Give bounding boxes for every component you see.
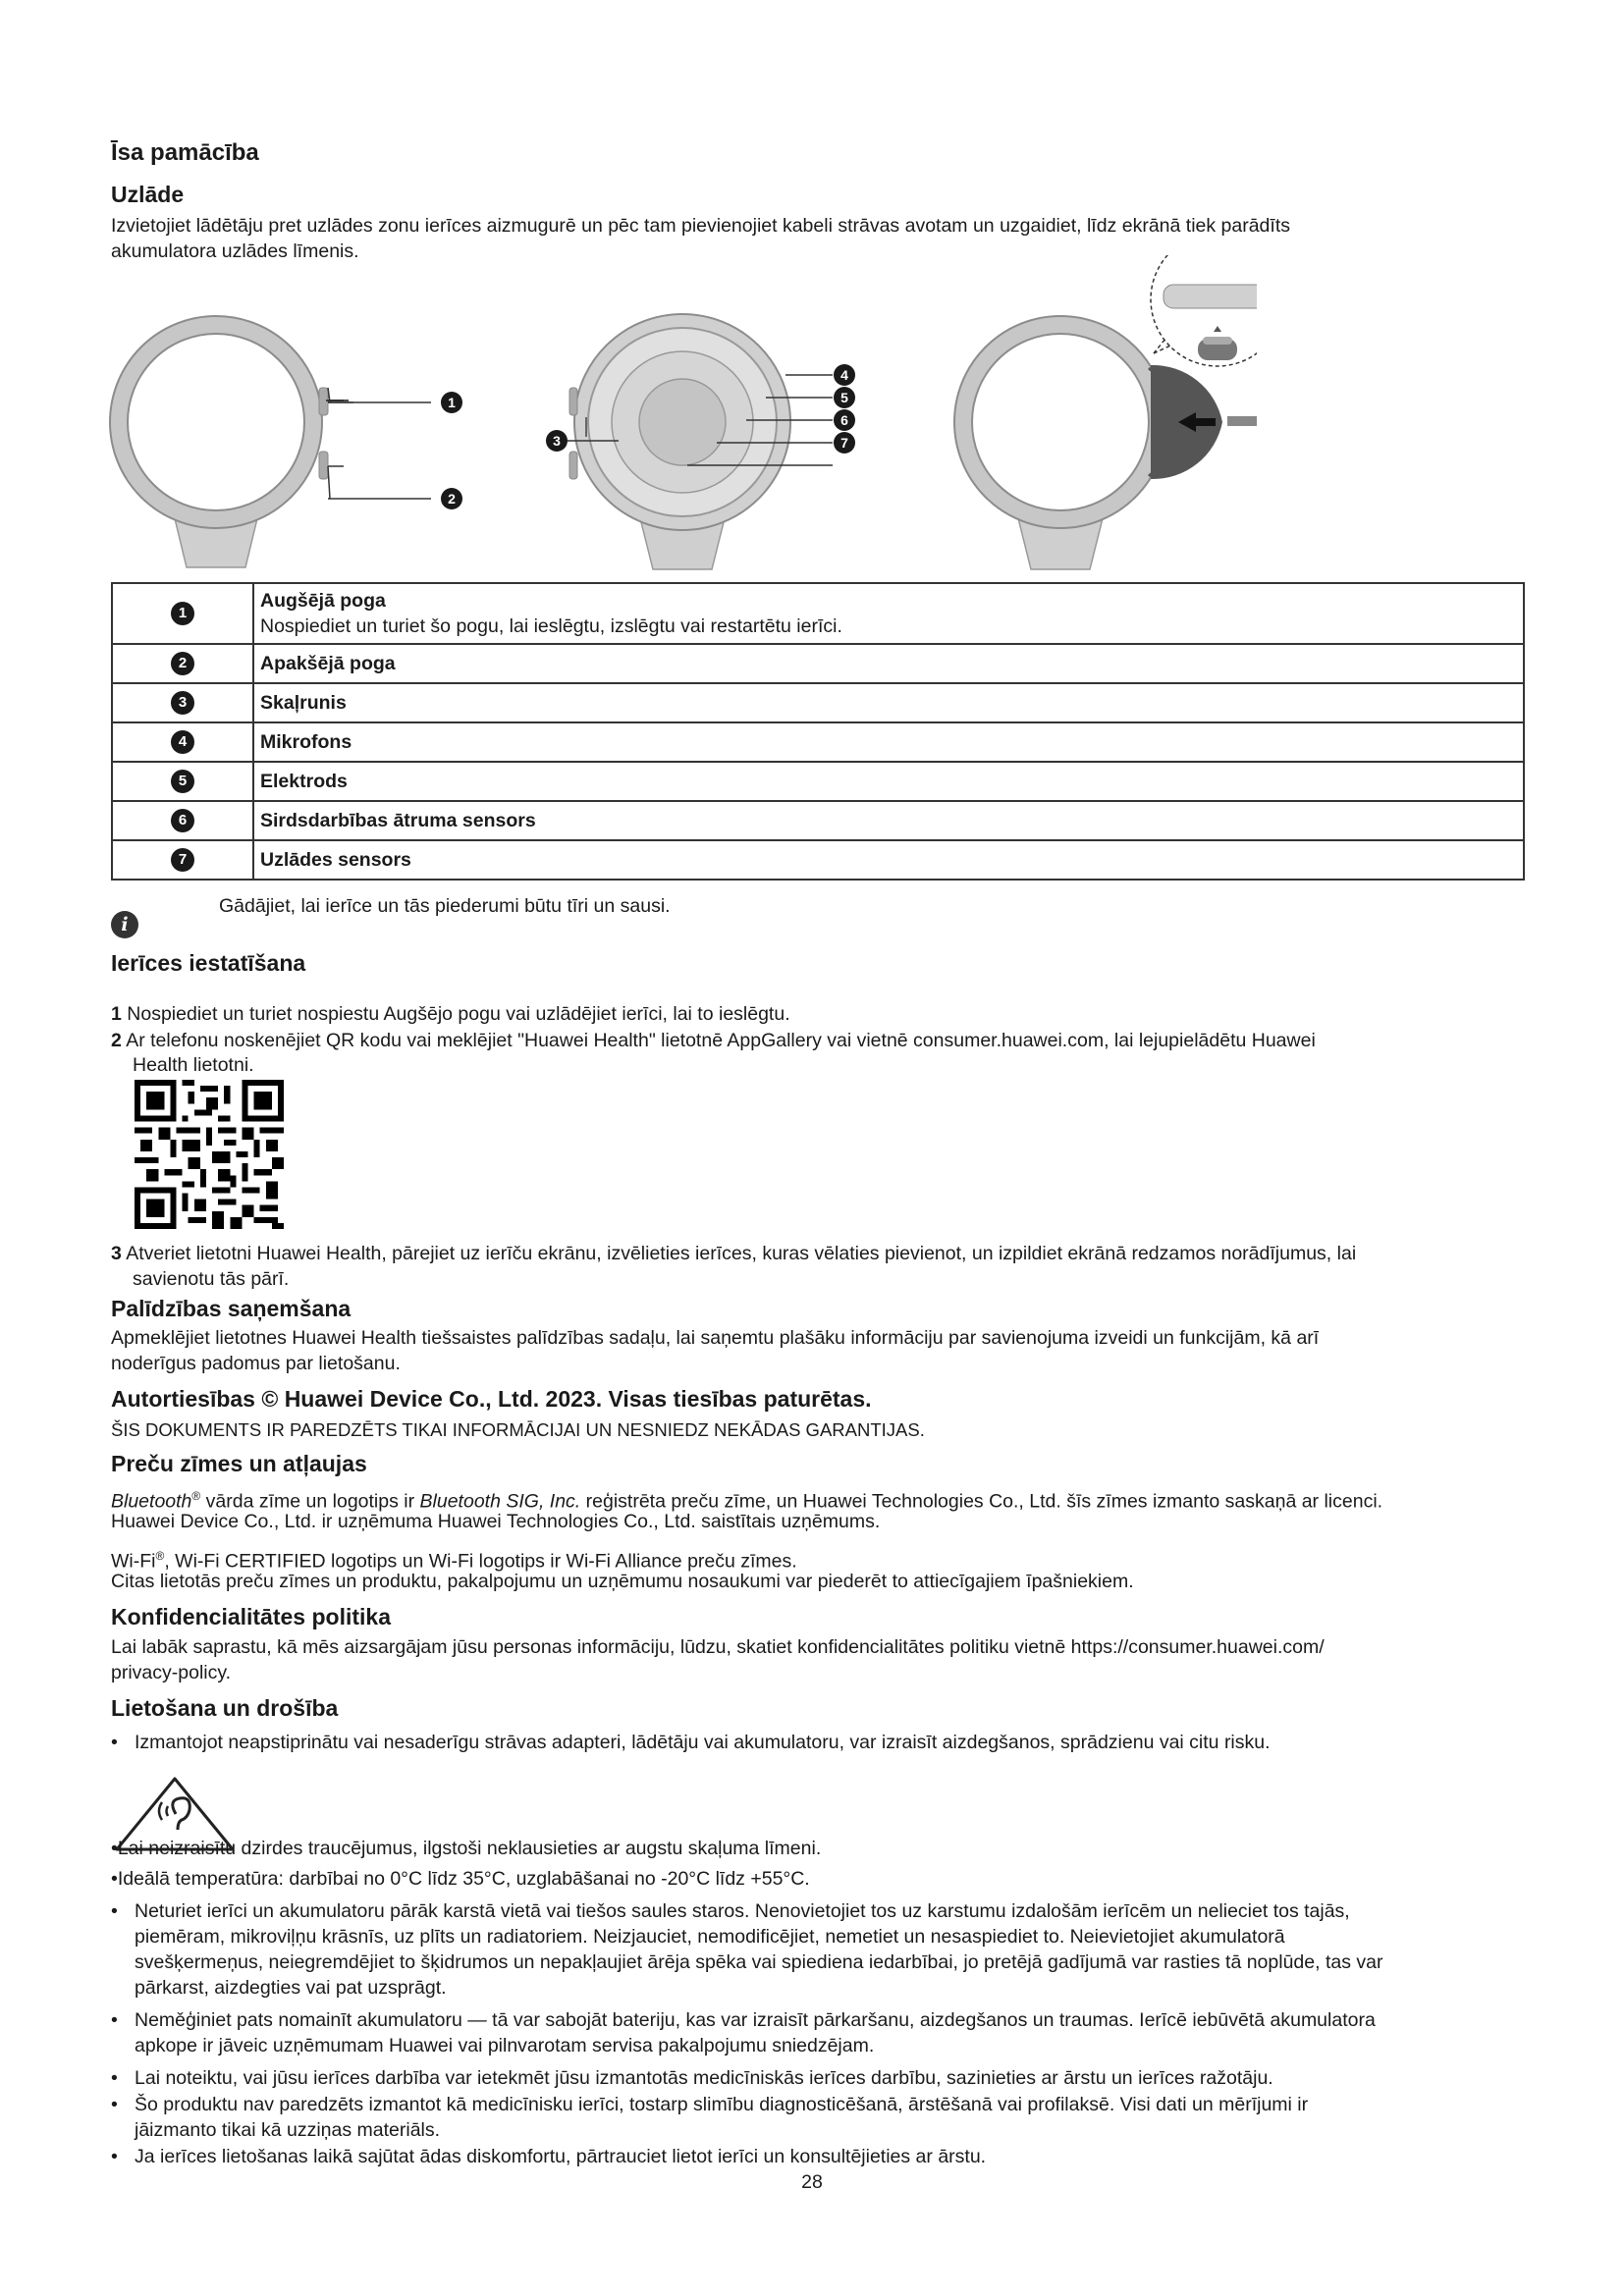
table-row [112,722,1524,762]
bullet-text-continuation: apkope ir jāveic uzņēmumam Huawei vai pilnvarotam servisa pakalpojumu sniedzējam. [135,2035,875,2056]
callout-2: 2 [448,491,456,507]
bluetooth-name: Bluetooth [111,1490,192,1513]
part-description: Nospiediet un turiet šo pogu, lai ieslēgtu, izslēgtu vai restartētu ierīci. [260,615,842,637]
watch-charging-illustration [954,255,1257,569]
bluetooth-text: vārda zīme un logotips ir [200,1490,420,1513]
setup-title: Ierīces iestatīšana [111,950,306,976]
charging-text-line: Izvietojiet lādētāju pret uzlādes zonu ierīces aizmugurē un pēc tam pievienojiet kabeli strāvas avotam un uzgaidiet, līdz ekrānā tiek parādīts [111,215,1290,237]
copyright-text: ŠIS DOKUMENTS IR PAREDZĒTS TIKAI INFORMĀCIJAI UN NESNIEDZ NEKĀDAS GARANTIJAS. [111,1419,925,1440]
part-name: Sirdsdarbības ātruma sensors [253,801,1524,840]
charging-title: Uzlāde [111,182,185,207]
page-number: 28 [801,2171,823,2193]
registered-mark: ® [155,1549,165,1563]
step-text: Nospiediet un turiet nospiestu Augšējo pogu vai uzlādējiet ierīci, lai to ieslēgtu. [127,1003,790,1025]
callout-3: 3 [553,433,561,449]
parts-table [111,582,1525,881]
part-number-badge: 5 [171,770,194,793]
help-title: Palīdzības saņemšana [111,1296,352,1321]
watch-back-illustration [569,314,790,569]
callout-4: 4 [840,367,848,383]
part-number-badge: 4 [171,730,194,754]
part-number-badge: 1 [171,602,194,625]
watch-front-illustration [110,316,344,567]
bullet: • [111,1900,118,1922]
setup-step [111,1028,1525,1053]
part-number-badge: 2 [171,652,194,675]
callout-7: 7 [840,435,848,451]
part-number-badge: 6 [171,809,194,832]
table-row [112,583,1524,644]
callout-5: 5 [840,390,848,405]
safety-bullet [111,2092,1548,2117]
step-number: 1 [111,1003,122,1025]
temperature-text: •Ideālā temperatūra: darbībai no 0°C līdz 35°C, uzglabāšanai no -20°C līdz +55°C. [111,1868,810,1890]
wifi-name: Wi-Fi [111,1550,156,1573]
bullet-text-continuation: jāizmanto tikai kā uzziņas materiāls. [135,2119,441,2141]
step-text-continuation: savienotu tās pārī. [133,1268,290,1290]
charging-text-line: akumulatora uzlādes līmenis. [111,240,359,262]
qr-code [135,1080,284,1229]
callout-6: 6 [840,412,848,428]
bullet: • [111,2094,118,2115]
wifi-text: , Wi-Fi CERTIFIED logotips un Wi-Fi logotips ir Wi-Fi Alliance preču zīmes. [164,1550,797,1573]
bullet: • [111,2067,118,2089]
table-row [112,762,1524,801]
safety-bullet [111,2065,1548,2091]
part-name: Mikrofons [253,722,1524,762]
part-name: Augšējā poga [260,590,386,612]
part-name: Elektrods [253,762,1524,801]
bullet-text: Šo produktu nav paredzēts izmantot kā medicīnisku ierīci, tostarp slimību diagnosticēšanā, ārstēšanā vai profilaksē. Visi dati un mērījumi ir [135,2094,1309,2115]
table-row [112,683,1524,722]
help-text-line: Apmeklējiet lietotnes Huawei Health tiešsaistes palīdzības sadaļu, lai saņemtu plašāku informāciju par savienojuma izveidi un funkcijām, kā arī [111,1327,1320,1349]
setup-step [111,1001,1525,1027]
part-name: Apakšējā poga [253,644,1524,683]
table-row [112,644,1524,683]
privacy-text-line: privacy-policy. [111,1662,232,1683]
part-number-badge: 3 [171,691,194,715]
step-text-continuation: Health lietotni. [133,1054,254,1076]
bullet-text-continuation: piemēram, mikroviļņu krāsnīs, uz plīts un radiatoriem. Neizjauciet, nemodificējiet, nemetiet un nesaspiediet to. Neievietojiet akumulatorā [135,1926,1285,1948]
bullet-text: Ja ierīces lietošanas laikā sajūtat ādas diskomfortu, pārtrauciet lietot ierīci un konsultējieties ar ārstu. [135,2146,987,2167]
step-text: Atveriet lietotni Huawei Health, pārejiet uz ierīču ekrānu, izvēlieties ierīces, kuras vēlaties pievienot, un izpildiet ekrānā redzamos norādījumus, lai [126,1243,1357,1264]
safety-bullet [111,2144,1548,2169]
privacy-title: Konfidencialitātes politika [111,1604,391,1629]
safety-bullet [111,1898,1548,1924]
bluetooth-sig: Bluetooth SIG, Inc. [419,1490,581,1513]
note-text: Gādājiet, lai ierīce un tās piederumi būtu tīri un sausi. [219,895,671,917]
safety-title: Lietošana un drošība [111,1695,339,1721]
bluetooth-text-rest: reģistrēta preču zīme, un Huawei Technologies Co., Ltd. šīs zīmes izmanto saskaņā ar licenci. [580,1490,1383,1513]
step-number: 2 [111,1030,122,1051]
bullet-text: Lai noteiktu, vai jūsu ierīces darbība var ietekmēt jūsu izmantotās medicīniskās ierīces darbību, sazinieties ar ārstu un ierīces ražotāju. [135,2067,1273,2089]
hearing-warning-text: •Lai neizraisītu dzirdes traucējumus, ilgstoši neklausieties ar augstu skaļuma līmeni. [111,1838,822,1859]
help-text-line: noderīgus padomus par lietošanu. [111,1353,401,1374]
info-icon: i [111,911,138,938]
section-title: Īsa pamācība [111,139,259,166]
bullet-text: Izmantojot neapstiprinātu vai nesaderīgu strāvas adapteri, lādētāju vai akumulatoru, var izraisīt aizdegšanos, sprādzienu vai citu risku. [135,1732,1271,1753]
registered-mark: ® [191,1489,201,1503]
trademarks-line: Huawei Device Co., Ltd. ir uzņēmuma Huawei Technologies Co., Ltd. saistītais uzņēmums. [111,1511,881,1532]
setup-step [111,1241,1525,1266]
part-number-badge: 7 [171,848,194,872]
copyright-title: Autortiesības © Huawei Device Co., Ltd. 2023. Visas tiesības paturētas. [111,1386,872,1412]
watch-illustrations [98,255,1257,579]
bullet: • [111,2146,118,2167]
privacy-text-line: Lai labāk saprastu, kā mēs aizsargājam jūsu personas informāciju, lūdzu, skatiet konfidencialitātes politiku vietnē https://consumer.huawei.com/ [111,1636,1325,1658]
bullet-text: Neturiet ierīci un akumulatoru pārāk karstā vietā vai tiešos saules staros. Nenovietojiet tos uz karstumu izdalošām ierīcēm un nelieciet tos tajās, [135,1900,1350,1922]
part-name: Skaļrunis [253,683,1524,722]
safety-bullet [111,1730,1548,1755]
trademarks-title: Preču zīmes un atļaujas [111,1451,367,1476]
callout-1: 1 [448,395,456,410]
step-text: Ar telefonu noskenējiet QR kodu vai meklējiet "Huawei Health" lietotnē AppGallery vai vietnē consumer.huawei.com, lai lejupielādētu Huawei [126,1030,1316,1051]
table-row [112,840,1524,880]
safety-bullet [111,2007,1548,2033]
trademarks-line: Citas lietotās preču zīmes un produktu, pakalpojumu un uzņēmumu nosaukumi var piederēt to attiecīgajiem īpašniekiem. [111,1571,1134,1592]
bullet-text-continuation: svešķermeņus, neiegremdējiet to šķidrumos un nepakļaujiet ārēja spēka vai spiediena iedarbībai, jo pretējā gadījumā var rasties tā noplūde, tas var [135,1951,1383,1973]
bullet-text-continuation: pārkarst, aizdegties vai pat uzsprāgt. [135,1977,447,1999]
part-name: Uzlādes sensors [253,840,1524,880]
table-row [112,801,1524,840]
bullet: • [111,1732,118,1753]
bullet: • [111,2009,118,2031]
step-number: 3 [111,1243,122,1264]
bullet-text: Neměģiniet pats nomainīt akumulatoru — tā var sabojāt bateriju, kas var izraisīt pārkaršanu, aizdegšanos un traumas. Ierīcē iebūvētā akumulatora [135,2009,1376,2031]
